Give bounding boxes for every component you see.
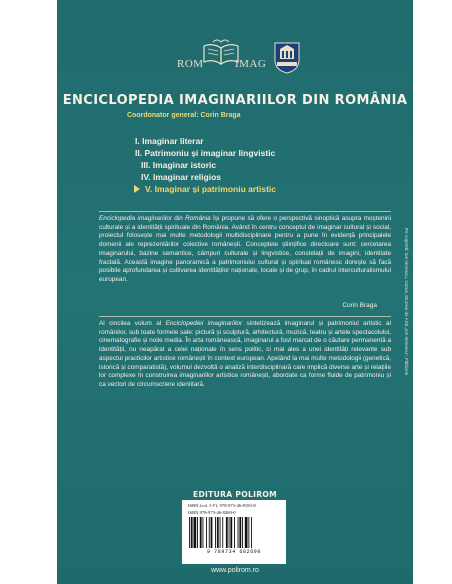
cover-credit: Pe copertă: Ion Irimescu, Icarus, Muzeul de Artă „Ion Irimescu", Fălticeni — [404, 228, 409, 376]
publisher-name: EDITURA POLIROM — [192, 490, 278, 499]
isbn-barcode-box — [182, 500, 286, 564]
author-signature: Corin Braga — [342, 302, 377, 309]
encyclopedia-title-italic: Enciclopedia imaginariilor din România — [99, 215, 211, 222]
isbn-volume: ISBN 978-973-46-8269-0 — [188, 510, 236, 515]
encyclopedia-title: ENCICLOPEDIA IMAGINARIILOR DIN ROMÂNIA — [62, 93, 408, 108]
publisher-website: www.polirom.ro — [211, 567, 259, 574]
intro-text: își propune să ofere o perspectivă sinoptică asupra moștenirii culturale și a identității spirituale din România. Având în centru conceptul de imaginar cultural și social, proiectul folosește mai multe metodologii multidisciplinare pentru a pune în evidență principalele domenii ale reprezentărilor colective românești. Conceptele științifice directoare sunt: cercetarea imaginarului, bazine semantice, câmpuri culturale și lingvistice, constelații de imagini, identitate fractală. Această imagine panoramică a patrimoniului cultural și spiritual românesc dorește să facă posibile aprofundarea și cultivarea identităților naționale, locale și de grup, în cadrul interculturalismului european. — [99, 215, 391, 283]
volume-item: II. Patrimoniu și imaginar lingvistic — [135, 148, 276, 158]
divider — [99, 316, 391, 317]
volume-item: III. Imaginar istoric — [141, 160, 217, 170]
open-book-icon — [203, 38, 239, 70]
logo-right-text: IMAG — [235, 58, 267, 70]
divider — [99, 211, 391, 212]
barcode-number: 9 789734 682690 — [206, 549, 261, 555]
volume-description: Al cincilea volum al Enciclopediei imaginariilor sintetizează imaginarul și patrimoniul artistic al românilor, sub toate formele sale: pictură și sculptură, arhitectură, muzică, teatru și artele spectacolului, cinematografie și noile media. În arta românească, imaginarul a fost marcat de o căutare permanentă a identității, nu neapărat a celei naționale în sens politic, ci mai ales a unei identități relevante sub aspectul practicilor artistice românești în context european. Apelând la mai multe metodologii (genetică, istorică și comparatistă), volumul dezvoltă o analiză interdisciplinară care implică diverse arte și relațiile lor complexe în construirea imaginariilor artistice românești, abordate ca forme fluide de patrimoniu și ca vectori de circumscriere identitară. — [99, 320, 391, 388]
back-cover — [57, 0, 413, 584]
arrow-right-icon — [134, 185, 140, 193]
volume-item-active — [145, 184, 276, 194]
intro-paragraph — [99, 215, 391, 285]
volume-item-label: V. Imaginar și patrimoniu artistic — [145, 184, 277, 194]
logo-left-text: ROM — [177, 58, 204, 70]
volume-description-text: sintetizează imaginarul și patrimoniul artistic al românilor, sub toate formele sale: pictură și sculptură, arhitectură, muzică, teatru și artele spectacolului, cinematografie și noile media. În arta românească, imaginarul a fost marcat de o căutare permanentă a identității, nu neapărat a celei naționale în sens politic, ci mai ales a unei identități relevante sub aspectul practicilor artistice românești în context european. Apelând la mai multe metodologii (genetică, istorică și comparatistă), volumul dezvoltă o analiză interdisciplinară care implică diverse arte și relațiile lor complexe în construirea imaginariilor artistice românești, abordate ca forme fluide de patrimoniu și ca vectori de circumscriere identitară. — [99, 320, 391, 388]
university-crest-icon — [272, 40, 302, 74]
encyclopedia-name-italic: Enciclopediei imaginariilor — [165, 320, 243, 327]
coordinator: Coordonator general: Corin Braga — [127, 112, 241, 119]
logo — [57, 36, 413, 82]
barcode-icon — [188, 517, 280, 548]
volume-item: I. Imaginar literar — [135, 136, 204, 146]
volume-item: IV. Imaginar religios — [141, 172, 221, 182]
isbn-series: ISBN (vol. I-V): 978-973-46-8183-8 — [188, 503, 256, 508]
